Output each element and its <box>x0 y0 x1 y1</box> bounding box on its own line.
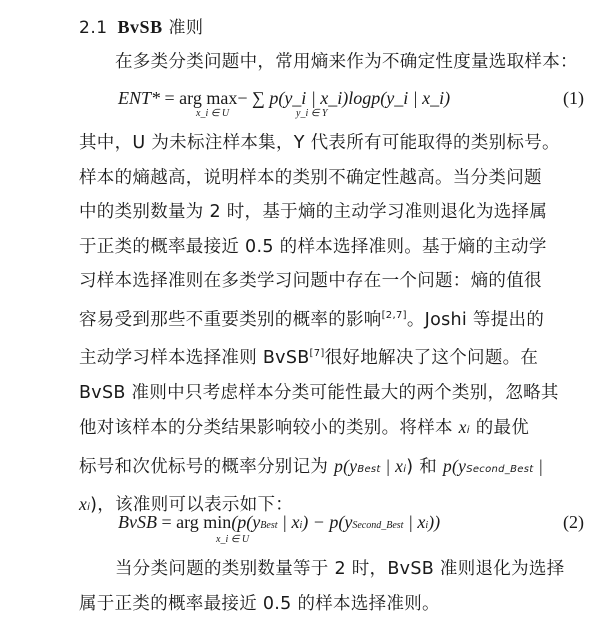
section-heading <box>79 13 203 38</box>
eq2-part2: | x <box>277 512 300 532</box>
para-line <box>79 299 594 338</box>
section-title-bold: BvSB <box>117 17 163 37</box>
closing-paragraph <box>79 552 594 621</box>
eq2-part3: ) − p(y <box>302 512 353 532</box>
para-text: )，该准则可以表示如下： <box>90 495 294 515</box>
eq1-max: max <box>206 88 238 108</box>
eq2-number: (2) <box>563 512 584 532</box>
para-line <box>79 410 594 449</box>
math-sub: i <box>403 463 407 475</box>
math-sub: i <box>425 520 429 531</box>
math-expr: p(y <box>442 455 467 476</box>
math-expr: p(y <box>334 455 358 476</box>
eq1-sum-sub: y_i ∈ Y <box>296 108 328 119</box>
para-line: 属于正类的概率最接近 0.5 的样本选择准则。 <box>79 593 440 614</box>
math-sub: i <box>87 502 91 513</box>
section-title-rest: 准则 <box>162 18 204 38</box>
para-line: 其中，U 为未标注样本集，Y 代表所有可能取得的类别标号。 <box>79 133 560 153</box>
para-line <box>79 449 594 488</box>
math-expr: | <box>533 455 544 476</box>
eq2-op: = arg <box>161 512 199 532</box>
para-text: ) 和 <box>406 456 443 477</box>
citation: [2,7] <box>381 309 407 321</box>
para-line: 当分类问题的类别数量等于 2 时，BvSB 准则退化为选择 <box>115 559 565 579</box>
eq1-body: p(y_i | x_i)logp(y_i | x_i) <box>269 88 451 108</box>
eq1-sum: ∑ <box>251 88 265 108</box>
eq1-minus: − <box>237 88 248 108</box>
para-text: 很好地解决了这个问题。在 <box>324 348 539 368</box>
para-line: 于正类的概率最接近 0.5 的样本选择准则。基于熵的主动学 <box>79 236 547 257</box>
body-paragraph <box>79 126 594 526</box>
para-text: 容易受到那些不重要类别的概率的影响 <box>79 309 382 330</box>
para-line <box>79 337 594 376</box>
math-var: x <box>79 494 88 514</box>
para-text: 标号和次优标号的概率分别记为 <box>79 456 335 477</box>
para-line: BvSB 准则中只考虑样本分类可能性最大的两个类别，忽略其 <box>79 382 559 403</box>
equation-2 <box>118 512 588 556</box>
eq2-min-sub: x_i ∈ U <box>216 534 250 545</box>
eq1-number: (1) <box>563 88 584 108</box>
intro-paragraph: 在多类分类问题中，常用熵来作为不确定性度量选取样本： <box>115 52 578 72</box>
section-number: 2.1 <box>79 18 108 38</box>
para-line: 习样本选择准则在多类学习问题中存在一个问题：熵的值很 <box>79 271 542 291</box>
para-text: 主动学习样本选择准则 BvSB <box>79 348 310 368</box>
para-text: 他对该样本的分类结果影响较小的类别。将样本 <box>79 418 459 438</box>
math-sub: i <box>466 425 470 436</box>
math-var: x <box>458 417 467 437</box>
math-expr: | x <box>380 455 404 476</box>
eq1-op: = arg <box>164 88 202 108</box>
eq2-best: Best <box>260 520 278 531</box>
eq1-lhs: ENT* <box>118 88 161 108</box>
eq2-lhs: BvSB <box>118 512 157 532</box>
eq2-second: Second_Best <box>352 520 404 531</box>
eq2-part4: | x <box>403 512 426 532</box>
para-line: 样本的熵越高，说明样本的类别不确定性越高。当分类问题 <box>79 167 542 188</box>
math-sub: Best <box>357 463 381 475</box>
eq2-min: min <box>203 512 232 532</box>
math-sub: i <box>299 520 303 531</box>
eq2-part1: (p(y <box>231 512 261 532</box>
para-text: 的最优 <box>469 418 530 438</box>
eq1-max-sub: x_i ∈ U <box>196 108 230 119</box>
para-text: 。Joshi 等提出的 <box>406 309 545 330</box>
eq2-part5: )) <box>428 512 441 532</box>
para-line: 中的类别数量为 2 时，基于熵的主动学习准则退化为选择属 <box>79 202 548 222</box>
equation-2-body <box>118 512 440 533</box>
math-sub: Second_Best <box>466 463 534 475</box>
citation: [7] <box>309 348 325 359</box>
equation-1-body <box>118 88 450 109</box>
